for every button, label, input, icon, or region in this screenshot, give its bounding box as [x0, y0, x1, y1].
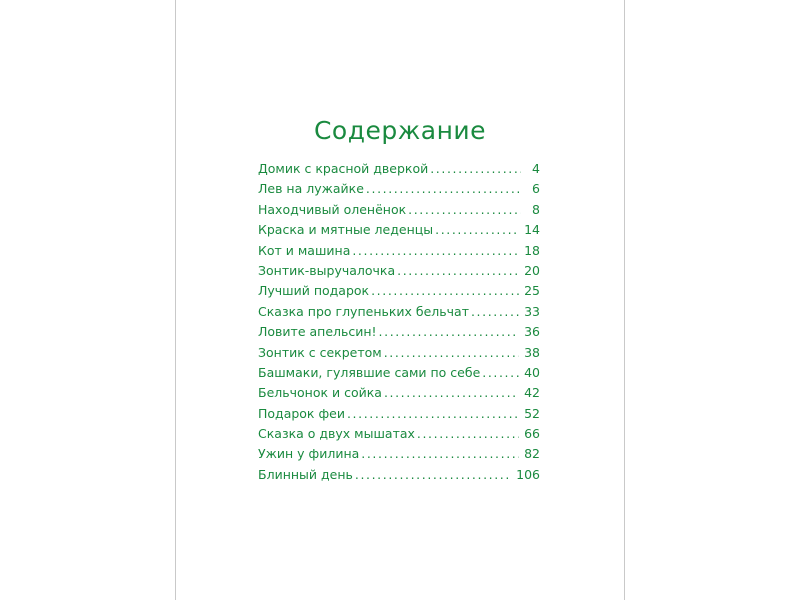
toc-entry-title: Кот и машина: [258, 242, 351, 258]
toc-dot-leader: [430, 161, 521, 176]
toc-entry: [258, 426, 540, 446]
toc-entry-title: Лучший подарок: [258, 283, 370, 299]
toc-entry-page-number: 25: [524, 283, 540, 299]
toc-dot-leader: [482, 365, 519, 380]
toc-entry-page-number: 36: [524, 324, 540, 340]
toc-entry-title: Бельчонок и сойка: [258, 385, 382, 401]
toc-entry-page-number: 8: [532, 201, 540, 217]
toc-entry-title: Сказка про глупеньких бельчат: [258, 303, 469, 319]
toc-entry: [258, 385, 540, 405]
toc-entry-title: Зонтик-выручалочка: [258, 262, 396, 278]
toc-entry: [258, 202, 540, 222]
toc-entry-page-number: 82: [524, 446, 540, 462]
toc-entry-page-number: 4: [532, 161, 540, 176]
toc-entry: [258, 467, 540, 487]
toc-entry-title: Ужин у филина: [258, 446, 360, 462]
toc-entry-page-number: 38: [524, 344, 540, 360]
toc-dot-leader: [379, 324, 520, 339]
toc-entry: [258, 406, 540, 426]
toc-entry-title: Ловите апельсин!: [258, 324, 377, 340]
toc-entry: [258, 181, 540, 201]
toc-dot-leader: [352, 243, 519, 258]
toc-dot-leader: [361, 446, 519, 461]
toc-entry-title: Краска и мятные леденцы: [258, 222, 434, 238]
toc-entry: [258, 283, 540, 303]
toc-entry: [258, 324, 540, 344]
toc-entry-page-number: 106: [516, 466, 540, 482]
toc-dot-leader: [471, 304, 519, 319]
toc-entry-title: Сказка о двух мышатах: [258, 426, 415, 442]
toc-entry-title: Домик с красной дверкой: [258, 161, 429, 176]
toc-entry: [258, 446, 540, 466]
toc-entry-title: Блинный день: [258, 466, 353, 482]
page-title: Содержание: [313, 116, 487, 145]
toc-dot-leader: [355, 467, 511, 482]
toc-entry-page-number: 52: [524, 405, 540, 421]
toc-entry-page-number: 42: [524, 385, 540, 401]
toc-dot-leader: [384, 345, 519, 360]
toc-entry-page-number: 20: [524, 262, 540, 278]
toc-dot-leader: [417, 426, 519, 441]
book-page: [175, 0, 625, 600]
toc-entry: [258, 222, 540, 242]
toc-dot-leader: [347, 406, 519, 421]
toc-dot-leader: [397, 263, 519, 278]
toc-dot-leader: [408, 202, 521, 217]
toc-entry-title: Лев на лужайке: [258, 181, 364, 197]
toc-entry-title: Находчивый оленёнок: [258, 201, 407, 217]
toc-entry: [258, 243, 540, 263]
toc-entry-page-number: 18: [524, 242, 540, 258]
toc-entry-title: Подарок феи: [258, 405, 345, 421]
toc-dot-leader: [371, 283, 519, 298]
toc-entry-page-number: 33: [524, 303, 540, 319]
toc-entry-title: Башмаки, гулявшие сами по себе: [258, 364, 481, 380]
toc-entry: [258, 345, 540, 365]
toc-entry-title: Зонтик с секретом: [258, 344, 382, 360]
toc-entry: [258, 161, 540, 181]
toc-dot-leader: [366, 181, 521, 196]
toc-entry-page-number: 66: [524, 426, 540, 442]
toc-entry-page-number: 6: [532, 181, 540, 197]
toc-entry: [258, 304, 540, 324]
table-of-contents: [258, 161, 540, 487]
toc-entry-page-number: 14: [524, 222, 540, 238]
toc-entry: [258, 263, 540, 283]
toc-entry-page-number: 40: [524, 364, 540, 380]
toc-entry: [258, 365, 540, 385]
toc-dot-leader: [435, 222, 519, 237]
toc-dot-leader: [384, 385, 519, 400]
